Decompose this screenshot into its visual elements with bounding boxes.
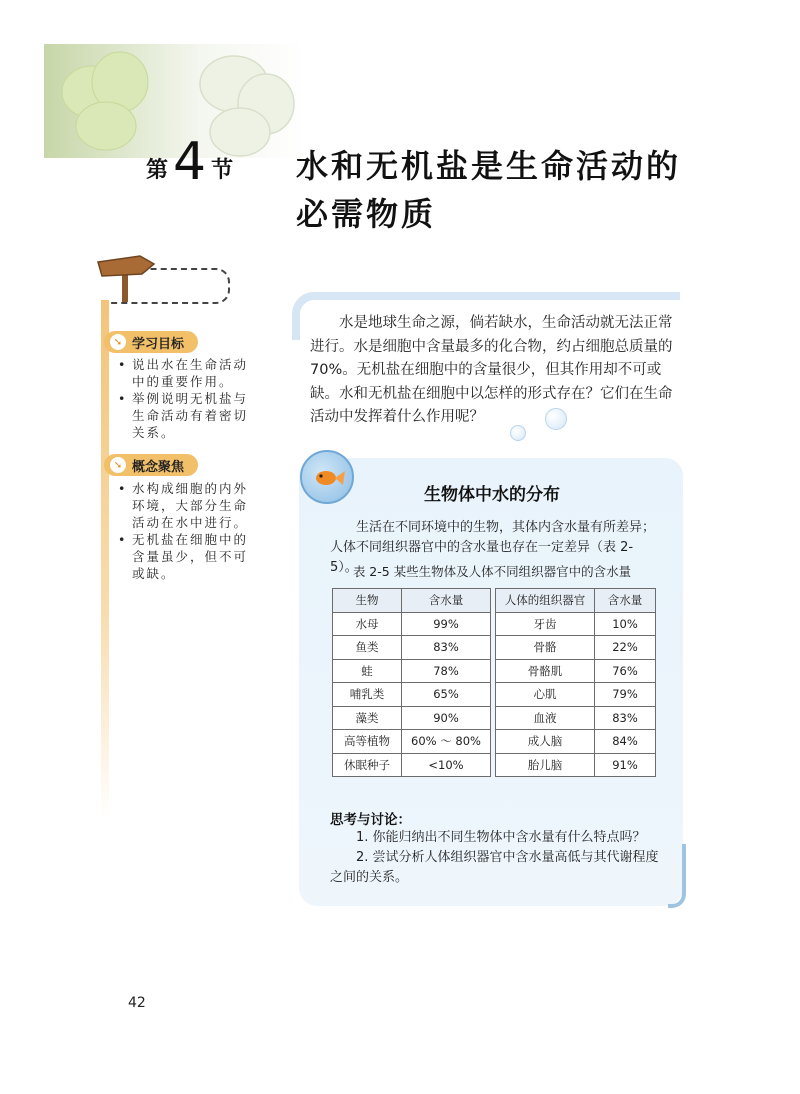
concept-icon: ➘ <box>110 457 126 473</box>
table-cell: 79% <box>595 683 656 707</box>
goal-icon: ➘ <box>110 334 126 350</box>
table-cell: 83% <box>595 706 656 730</box>
table-cell: 83% <box>402 636 491 660</box>
intro-paragraph: 水是地球生命之源，倘若缺水，生命活动就无法正常进行。水是细胞中含量最多的化合物，约占细胞总质量的70%。无机盐在细胞中的含量很少，但其作用却不可或缺。水和无机盐在细胞中以怎样的形式存在？它们在生命活动中发挥着什么作用呢？ <box>310 315 673 425</box>
table-header-row <box>333 589 656 613</box>
table-cell: 90% <box>402 706 491 730</box>
discussion-question: 2. 尝试分析人体组织器官中含水量高低与其代谢程度之间的关系。 <box>330 850 659 885</box>
section-suffix: 节 <box>211 158 235 183</box>
bubble-icon <box>545 408 567 430</box>
table-cell: 蛙 <box>333 659 402 683</box>
table-row <box>333 659 656 683</box>
section-prefix: 第 <box>146 158 170 183</box>
table-cell: 10% <box>595 612 656 636</box>
page-title <box>296 142 776 238</box>
table-row <box>333 730 656 754</box>
water-content-table <box>332 588 656 777</box>
table-cell: 休眠种子 <box>333 753 402 777</box>
table-caption: 表 2-5 某些生物体及人体不同组织器官中的含水量 <box>352 564 632 579</box>
learning-goals-label: 学习目标 <box>132 336 185 352</box>
table-cell: 牙齿 <box>496 612 595 636</box>
table-header-cell: 含水量 <box>402 589 491 613</box>
table-row <box>333 683 656 707</box>
table-cell: 哺乳类 <box>333 683 402 707</box>
concept-item: • 无机盐在细胞中的含量虽少，但不可或缺。 <box>118 531 250 582</box>
table-header-cell: 生物 <box>333 589 402 613</box>
goal-item: • 说出水在生命活动中的重要作用。 <box>118 356 250 390</box>
table-cell: 84% <box>595 730 656 754</box>
table-cell: 78% <box>402 659 491 683</box>
concepts-list <box>118 480 250 582</box>
discussion-title: 思考与讨论： <box>330 812 411 828</box>
table-cell: 骨骼 <box>496 636 595 660</box>
table-row <box>333 636 656 660</box>
sidebar-accent-bar <box>101 300 109 820</box>
signpost-icon <box>94 248 158 304</box>
discussion-question: 1. 你能归纳出不同生物体中含水量有什么特点吗？ <box>356 830 646 845</box>
box-title: 生物体中水的分布 <box>424 485 560 505</box>
box-lead-paragraph: 生活在不同环境中的生物，其体内含水量有所差异；人体不同组织器官中的含水量也存在一定差异（表 2-5）。 <box>330 520 656 575</box>
table-header-cell: 含水量 <box>595 589 656 613</box>
table-row <box>333 753 656 777</box>
table-cell: 99% <box>402 612 491 636</box>
title-line-1: 水和无机盐是生命活动的 <box>296 147 682 185</box>
table-cell: 胎儿脑 <box>496 753 595 777</box>
section-number: 4 <box>173 132 208 192</box>
table-cell: 水母 <box>333 612 402 636</box>
table-cell: 65% <box>402 683 491 707</box>
concept-item: • 水构成细胞的内外环境，大部分生命活动在水中进行。 <box>118 480 250 531</box>
table-cell: 91% <box>595 753 656 777</box>
table-cell: 60% ～ 80% <box>402 730 491 754</box>
table-cell: 血液 <box>496 706 595 730</box>
concepts-badge <box>104 454 198 476</box>
table-cell: 骨骼肌 <box>496 659 595 683</box>
bubble-icon <box>510 425 526 441</box>
page-number: 42 <box>128 995 146 1011</box>
info-box-edge <box>668 844 686 908</box>
table-header-cell: 人体的组织器官 <box>496 589 595 613</box>
table-row <box>333 612 656 636</box>
goal-item: • 举例说明无机盐与生命活动有着密切关系。 <box>118 390 250 441</box>
table-cell: 76% <box>595 659 656 683</box>
table-cell: 22% <box>595 636 656 660</box>
section-label <box>146 132 235 192</box>
table-cell: 鱼类 <box>333 636 402 660</box>
title-line-2: 必需物质 <box>296 195 437 233</box>
learning-goals-badge <box>104 331 198 353</box>
table-cell: 高等植物 <box>333 730 402 754</box>
table-cell: 成人脑 <box>496 730 595 754</box>
learning-goals-list <box>118 356 250 441</box>
table-row <box>333 706 656 730</box>
table-cell: 藻类 <box>333 706 402 730</box>
table-cell: 心肌 <box>496 683 595 707</box>
concepts-label: 概念聚焦 <box>132 459 185 475</box>
table-cell: <10% <box>402 753 491 777</box>
